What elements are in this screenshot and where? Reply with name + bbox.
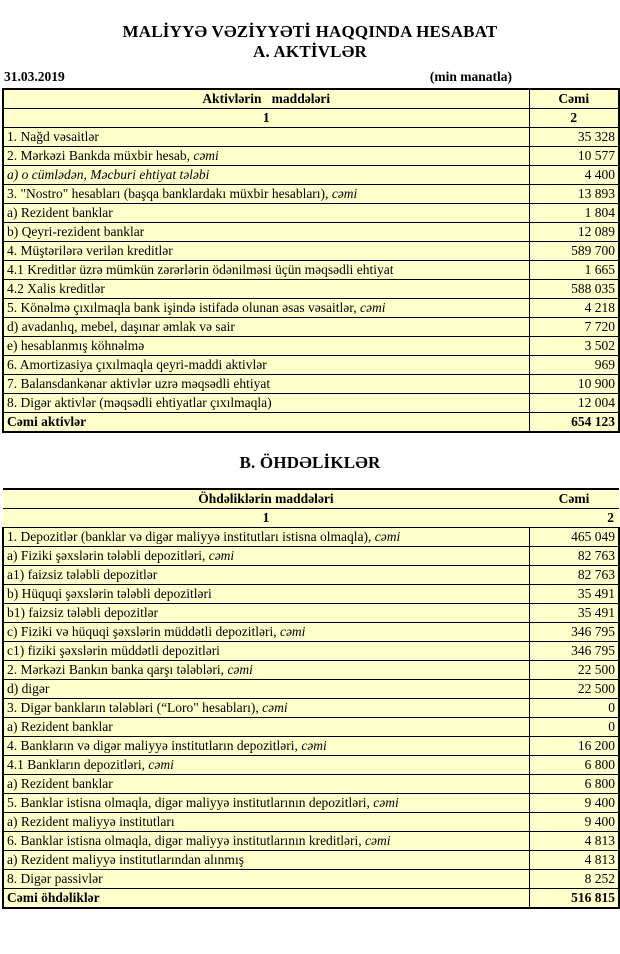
- row-value-cell: 6 800: [529, 775, 619, 794]
- table-row: [3, 775, 619, 794]
- row-label-cell: a) o cümlədən, Məcburi ehtiyat tələbi: [3, 166, 529, 185]
- row-label-cell: c) Fiziki və hüquqi şəxslərin müddətli depozitləri, cəmi: [3, 623, 529, 642]
- table-row: [3, 832, 619, 851]
- row-label-cell: 1. Nağd vəsaitlər: [3, 128, 529, 147]
- row-label-cell: d) digər: [3, 680, 529, 699]
- table-row: [3, 261, 619, 280]
- row-value-cell: 588 035: [529, 280, 619, 299]
- report-title: MALİYYƏ VƏZİYYƏTİ HAQQINDA HESABAT: [122, 22, 498, 41]
- table-row: [3, 851, 619, 870]
- row-label-cell: 8. Digər aktivlər (məqsədli ehtiyatlar çıxılmaqla): [3, 394, 529, 413]
- row-label-cell: Cəmi öhdəliklər: [3, 889, 529, 909]
- table-row: [3, 413, 619, 433]
- table-row: [3, 623, 619, 642]
- liabilities-colnum-1: 1: [3, 509, 529, 528]
- table-row: [3, 870, 619, 889]
- row-value-cell: 9 400: [529, 794, 619, 813]
- row-label-cell: 6. Amortizasiya çıxılmaqla qeyri-maddi aktivlər: [3, 356, 529, 375]
- row-value-cell: 589 700: [529, 242, 619, 261]
- table-row: [3, 756, 619, 775]
- row-value-cell: 22 500: [529, 661, 619, 680]
- row-value-cell: 35 328: [529, 128, 619, 147]
- row-value-cell: 465 049: [529, 528, 619, 547]
- row-value-cell: 3 502: [529, 337, 619, 356]
- liabilities-items-header: Öhdəliklərin maddələri: [3, 489, 529, 509]
- row-label-cell: a) Rezident maliyyə institutlarından alınmış: [3, 851, 529, 870]
- assets-header-row: [3, 89, 619, 109]
- table-row: [3, 547, 619, 566]
- table-row: [3, 375, 619, 394]
- table-row: [3, 566, 619, 585]
- table-row: [3, 204, 619, 223]
- row-label-cell: 3. "Nostro" hesabları (başqa banklardakı müxbir hesabları), cəmi: [3, 185, 529, 204]
- liabilities-table-body: [3, 528, 619, 909]
- row-label-cell: b1) faizsiz tələbli depozitlər: [3, 604, 529, 623]
- liabilities-total-header: Cəmi: [529, 489, 619, 509]
- table-row: [3, 242, 619, 261]
- assets-colnum-1: 1: [3, 109, 529, 128]
- row-value-cell: 8 252: [529, 870, 619, 889]
- row-value-cell: 4 813: [529, 851, 619, 870]
- table-row: [3, 718, 619, 737]
- table-row: [3, 737, 619, 756]
- row-value-cell: 0: [529, 699, 619, 718]
- table-row: [3, 699, 619, 718]
- row-label-cell: d) avadanlıq, mebel, daşınar əmlak və sair: [3, 318, 529, 337]
- row-value-cell: 16 200: [529, 737, 619, 756]
- row-label-cell: a) Fiziki şəxslərin tələbli depozitləri, cəmi: [3, 547, 529, 566]
- row-label-cell: a) Rezident banklar: [3, 775, 529, 794]
- row-value-cell: 4 218: [529, 299, 619, 318]
- table-row: [3, 318, 619, 337]
- row-value-cell: 82 763: [529, 566, 619, 585]
- row-label-cell: 1. Depozitlər (banklar və digər maliyyə institutları istisna olmaqla), cəmi: [3, 528, 529, 547]
- assets-table-body: [3, 128, 619, 433]
- table-row: [3, 299, 619, 318]
- row-value-cell: 1 804: [529, 204, 619, 223]
- table-row: [3, 813, 619, 832]
- row-label-cell: 7. Balansdankənar aktivlər uzrə məqsədli ehtiyat: [3, 375, 529, 394]
- row-label-cell: 5. Banklar istisna olmaqla, digər maliyyə institutlarının depozitləri, cəmi: [3, 794, 529, 813]
- assets-colnum-row: [3, 109, 619, 128]
- row-label-cell: b) Hüquqi şəxslərin tələbli depozitləri: [3, 585, 529, 604]
- row-value-cell: 12 089: [529, 223, 619, 242]
- row-label-cell: c1) fiziki şəxslərin müddətli depozitləri: [3, 642, 529, 661]
- row-label-cell: a) Rezident maliyyə institutları: [3, 813, 529, 832]
- table-row: [3, 166, 619, 185]
- row-label-cell: 4.2 Xalis kreditlər: [3, 280, 529, 299]
- assets-total-header: Cəmi: [529, 89, 619, 109]
- row-value-cell: 7 720: [529, 318, 619, 337]
- table-row: [3, 889, 619, 909]
- table-row: [3, 223, 619, 242]
- table-row: [3, 661, 619, 680]
- row-label-cell: 4. Bankların və digər maliyyə institutların depozitləri, cəmi: [3, 737, 529, 756]
- row-label-cell: 3. Digər bankların tələbləri (“Loro" hesabları), cəmi: [3, 699, 529, 718]
- row-label-cell: 8. Digər passivlər: [3, 870, 529, 889]
- assets-table: [2, 88, 620, 433]
- row-label-cell: 4. Müştərilərə verilən kreditlər: [3, 242, 529, 261]
- report-meta: [2, 69, 618, 85]
- row-label-cell: Cəmi aktivlər: [3, 413, 529, 433]
- table-row: [3, 394, 619, 413]
- table-row: [3, 185, 619, 204]
- row-value-cell: 969: [529, 356, 619, 375]
- liabilities-header-row: [3, 489, 619, 509]
- row-label-cell: 5. Könəlmə çıxılmaqla bank işində istifadə olunan əsas vəsaitlər, cəmi: [3, 299, 529, 318]
- row-label-cell: e) hesablanmış köhnəlmə: [3, 337, 529, 356]
- row-label-cell: b) Qeyri-rezident banklar: [3, 223, 529, 242]
- assets-items-header: Aktivlərin maddələri: [3, 89, 529, 109]
- table-row: [3, 680, 619, 699]
- row-value-cell: 9 400: [529, 813, 619, 832]
- table-row: [3, 585, 619, 604]
- liabilities-colnum-row: [3, 509, 619, 528]
- unit-note: (min manatla): [429, 69, 512, 84]
- row-value-cell: 4 813: [529, 832, 619, 851]
- row-value-cell: 35 491: [529, 604, 619, 623]
- row-value-cell: 346 795: [529, 623, 619, 642]
- row-label-cell: 4.1 Kreditlər üzrə mümkün zərərlərin ödənilməsi üçün məqsədli ehtiyat: [3, 261, 529, 280]
- row-label-cell: 4.1 Bankların depozitləri, cəmi: [3, 756, 529, 775]
- table-row: [3, 794, 619, 813]
- section-a-title: A. AKTİVLƏR: [253, 42, 367, 61]
- table-row: [3, 128, 619, 147]
- row-value-cell: 516 815: [529, 889, 619, 909]
- row-value-cell: 10 900: [529, 375, 619, 394]
- row-value-cell: 654 123: [529, 413, 619, 433]
- row-label-cell: 6. Banklar istisna olmaqla, digər maliyyə institutlarının kreditləri, cəmi: [3, 832, 529, 851]
- table-row: [3, 642, 619, 661]
- row-label-cell: 2. Mərkəzi Bankda müxbir hesab, cəmi: [3, 147, 529, 166]
- table-row: [3, 528, 619, 547]
- assets-colnum-2: 2: [529, 109, 619, 128]
- row-label-cell: a1) faizsiz tələbli depozitlər: [3, 566, 529, 585]
- row-value-cell: 22 500: [529, 680, 619, 699]
- row-value-cell: 35 491: [529, 585, 619, 604]
- table-row: [3, 147, 619, 166]
- section-b-title: B. ÖHDƏLİKLƏR: [239, 453, 381, 472]
- row-label-cell: 2. Mərkəzi Bankın banka qarşı tələbləri, cəmi: [3, 661, 529, 680]
- row-value-cell: 0: [529, 718, 619, 737]
- row-value-cell: 1 665: [529, 261, 619, 280]
- row-value-cell: 13 893: [529, 185, 619, 204]
- table-row: [3, 356, 619, 375]
- liabilities-table: [2, 488, 620, 909]
- row-value-cell: 346 795: [529, 642, 619, 661]
- row-label-cell: a) Rezident banklar: [3, 204, 529, 223]
- row-value-cell: 12 004: [529, 394, 619, 413]
- liabilities-colnum-2: 2: [529, 509, 619, 528]
- table-row: [3, 337, 619, 356]
- row-value-cell: 6 800: [529, 756, 619, 775]
- row-value-cell: 4 400: [529, 166, 619, 185]
- table-row: [3, 604, 619, 623]
- row-value-cell: 10 577: [529, 147, 619, 166]
- report-date: 31.03.2019: [4, 69, 65, 84]
- table-row: [3, 280, 619, 299]
- row-label-cell: a) Rezident banklar: [3, 718, 529, 737]
- row-value-cell: 82 763: [529, 547, 619, 566]
